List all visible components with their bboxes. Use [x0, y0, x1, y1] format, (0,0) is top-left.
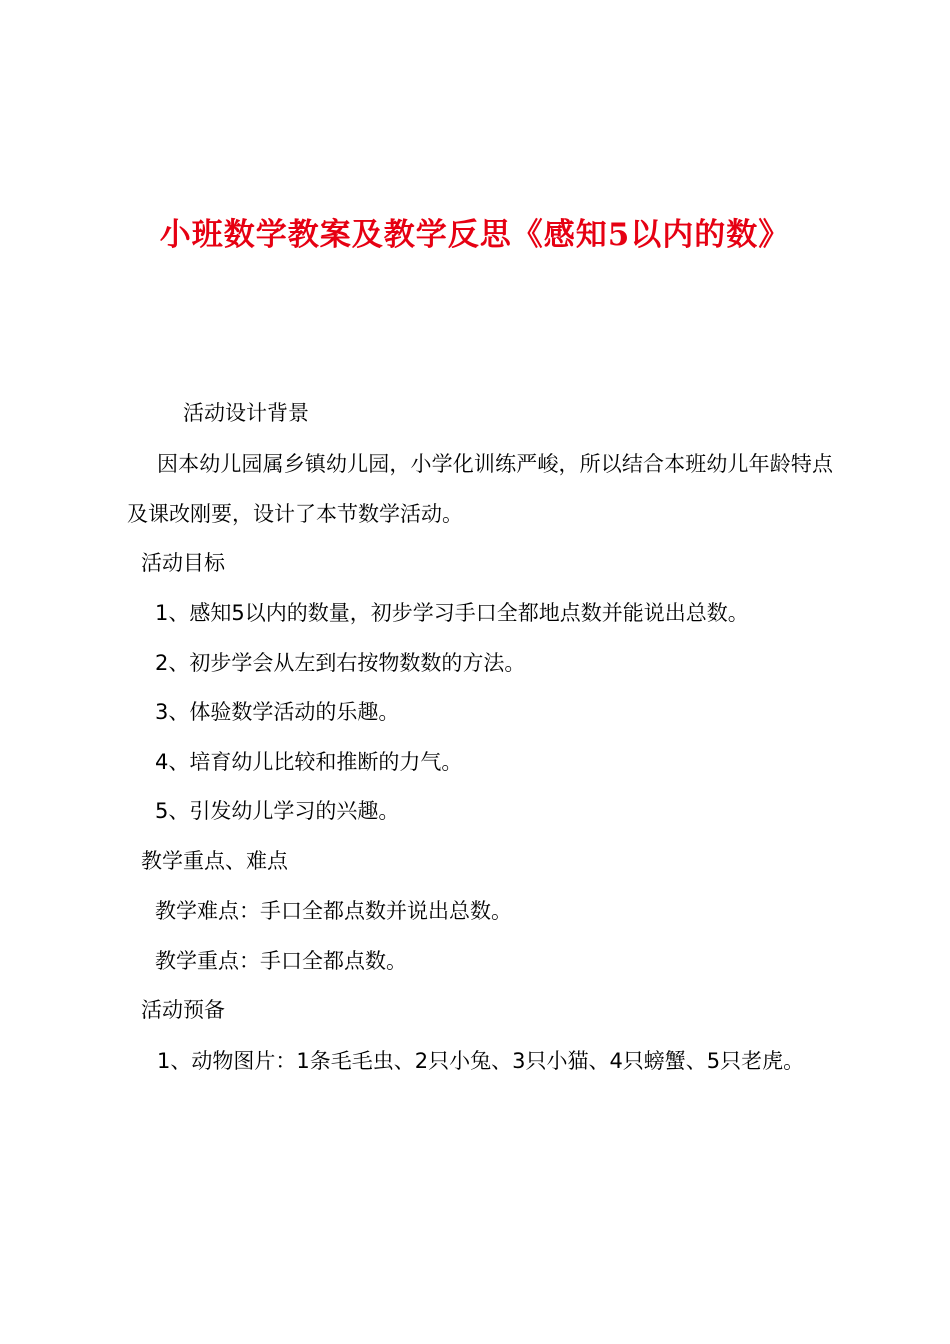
goal-item-3: 3、体验数学活动的乐趣。: [155, 700, 400, 724]
teaching-difficulty: 教学难点：手口全都点数并说出总数。: [155, 899, 512, 923]
goal-item-1: 1、感知5以内的数量，初步学习手口全都地点数并能说出总数。: [155, 601, 749, 625]
heading-activity-goals: 活动目标: [141, 551, 225, 575]
goal-item-5: 5、引发幼儿学习的兴趣。: [155, 799, 400, 823]
paragraph-preparation: 1、动物图片：1条毛毛虫、2只小兔、3只小猫、4只螃蟹、5只老虎。: [157, 1049, 805, 1073]
paragraph-background: 因本幼儿园属乡镇幼儿园，小学化训练严峻，所以结合本班幼儿年龄特点及课改刚要，设计了本节数学活动。: [127, 452, 833, 526]
teaching-key-point: 教学重点：手口全都点数。: [155, 949, 407, 973]
goal-item-2: 2、初步学会从左到右按物数数的方法。: [155, 651, 526, 675]
heading-activity-background: 活动设计背景: [183, 401, 309, 425]
heading-preparation: 活动预备: [141, 998, 225, 1022]
document-title: 小班数学教案及教学反思《感知5以内的数》: [159, 217, 791, 253]
goal-item-4: 4、培育幼儿比较和推断的力气。: [155, 750, 463, 774]
heading-key-points: 教学重点、难点: [141, 849, 288, 873]
